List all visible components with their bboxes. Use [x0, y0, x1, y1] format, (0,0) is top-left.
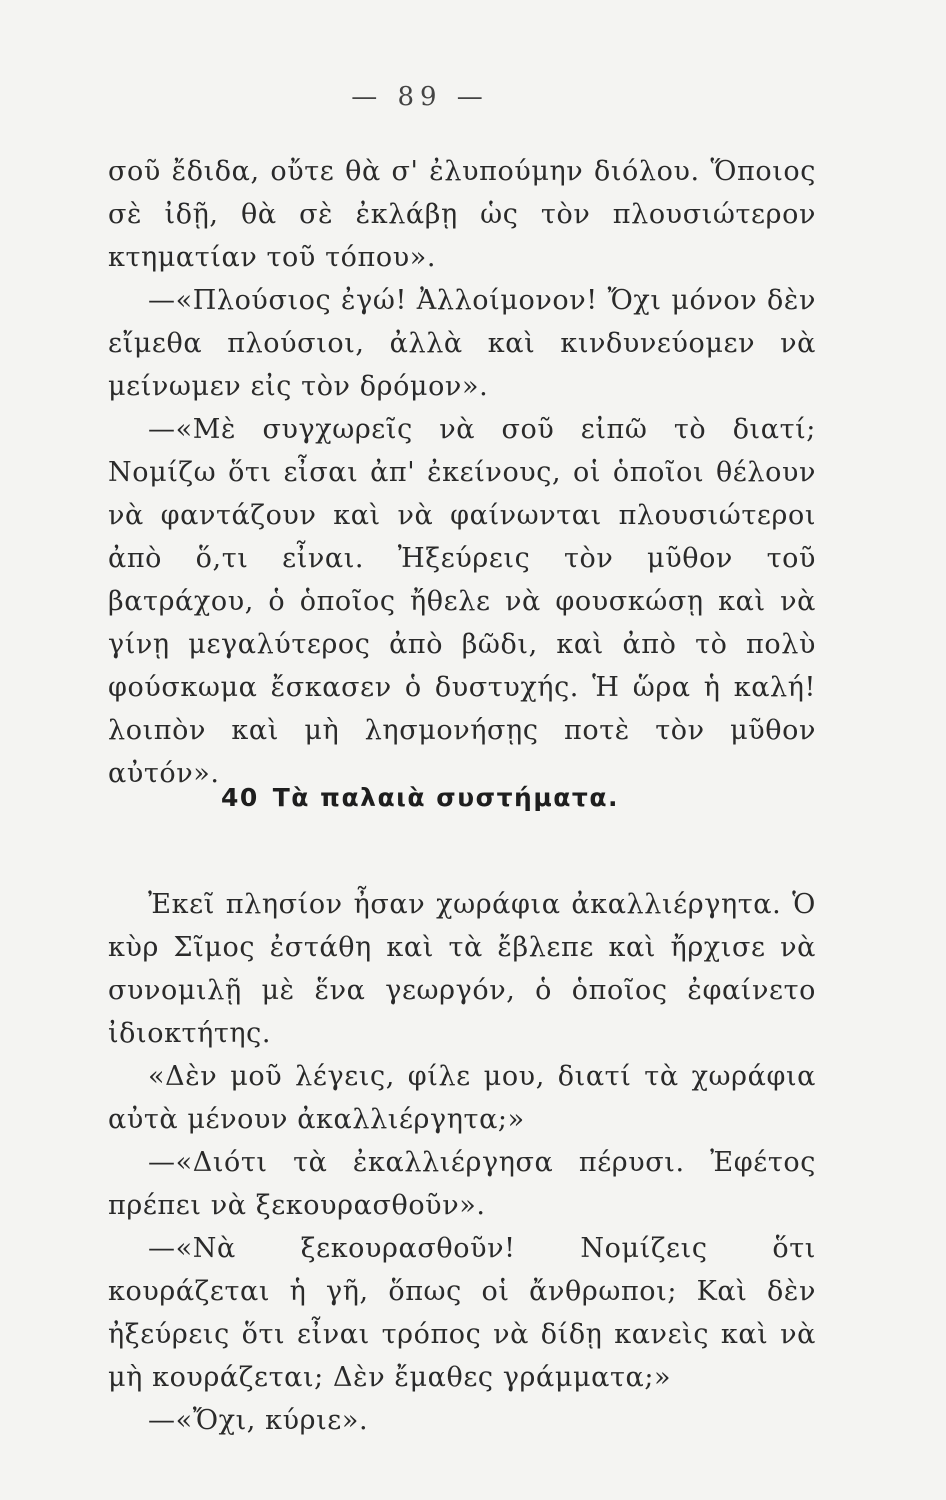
paragraph: —«Μὲ συγχωρεῖς νὰ σοῦ εἰπῶ τὸ διατί; Νομίζω ὅτι εἶσαι ἀπ' ἐκείνους, οἱ ὁποῖοι θέλουν νὰ φαντάζουν καὶ νὰ φαίνωνται πλουσιώτεροι ἀπὸ ὅ,τι εἶναι. Ἠξεύρεις τὸν μῦθον τοῦ βατράχου, ὁ ὁποῖος ἤθελε νὰ φουσκώσῃ καὶ νὰ γίνῃ μεγαλύτερος ἀπὸ βῶδι, καὶ ἀπὸ τὸ πολὺ φούσκωμα ἔσκασεν ὁ δυστυχής. Ἡ ὥρα ἡ καλή! λοιπὸν καὶ μὴ λησμονήσῃς ποτὲ τὸν μῦθον αὐτόν».: [108, 414, 816, 789]
section-heading: [0, 783, 840, 812]
top-text-block: [108, 150, 816, 795]
paragraph: «Δὲν μοῦ λέγεις, φίλε μου, διατί τὰ χωράφια αὐτὰ μένουν ἀκαλλιέργητα;»: [108, 1061, 816, 1135]
section-title: Τὰ παλαιὰ συστήματα.: [272, 783, 620, 812]
bottom-text-block: [108, 883, 816, 1442]
page-number: — 89 —: [351, 82, 489, 112]
paragraph: Ἐκεῖ πλησίον ἦσαν χωράφια ἀκαλλιέργητα. Ὁ κὺρ Σῖμος ἐστάθη καὶ τὰ ἔβλεπε καὶ ἤρχισε νὰ συνομιλῇ μὲ ἕνα γεωργόν, ὁ ὁποῖος ἐφαίνετο ἰδιοκτήτης.: [108, 889, 816, 1049]
paragraph: —«Νὰ ξεκουρασθοῦν! Νομίζεις ὅτι κουράζεται ἡ γῆ, ὅπως οἱ ἄνθρωποι; Καὶ δὲν ἠξεύρεις ὅτι εἶναι τρόπος νὰ δίδῃ κανεὶς καὶ νὰ μὴ κουράζεται; Δὲν ἔμαθες γράμματα;»: [108, 1233, 816, 1393]
paragraph: —«Ὄχι, κύριε».: [148, 1405, 369, 1436]
section-number: 40: [220, 783, 259, 812]
paragraph: —«Διότι τὰ ἐκαλλιέργησα πέρυσι. Ἐφέτος πρέπει νὰ ξεκουρασθοῦν».: [108, 1147, 816, 1221]
paragraph: —«Πλούσιος ἐγώ! Ἀλλοίμονον! Ὄχι μόνον δὲν εἴμεθα πλούσιοι, ἀλλὰ καὶ κινδυνεύομεν νὰ μείνωμεν εἰς τὸν δρόμον».: [108, 285, 816, 402]
paragraph: σοῦ ἔδιδα, οὔτε θὰ σ' ἐλυπούμην διόλου. Ὅποιος σὲ ἰδῇ, θὰ σὲ ἐκλάβῃ ὡς τὸν πλουσιώτερον κτηματίαν τοῦ τόπου».: [108, 156, 816, 273]
